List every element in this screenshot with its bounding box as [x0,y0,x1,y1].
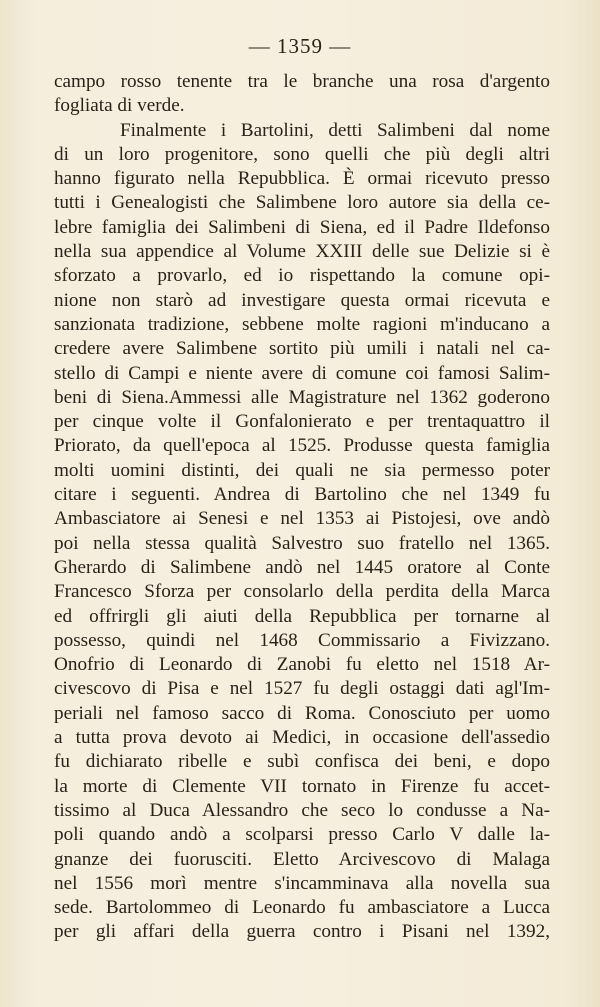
text-line: possesso, quindi nel 1468 Commissario a Fivizzano. [54,629,550,651]
text-line: Onofrio di Leonardo di Zanobi fu eletto nel 1518 Ar- [54,654,550,676]
text-line: periali nel famoso sacco di Roma. Conosciuto per uomo [54,702,550,724]
text-line: sanzionata tradizione, sebbene molte ragioni m'inducano a [54,313,550,335]
text-line: nione non starò ad investigare questa ormai ricevuta e [54,289,550,311]
text-line: Finalmente i Bartolini, detti Salimbeni dal nome [120,119,550,141]
text-line: campo rosso tenente tra le branche una rosa d'argento [54,71,550,92]
text-line: civescovo di Pisa e nel 1527 fu degli ostaggi dati agl'Im- [54,678,550,700]
text-line: beni di Siena.Ammessi alle Magistrature nel 1362 goderono [54,386,550,408]
text-line: Ambasciatore ai Senesi e nel 1353 ai Pistojesi, ove andò [54,508,550,530]
text-line: fu dichiarato ribelle e subì confisca dei beni, e dopo [54,751,550,773]
text-line: nella sua appendice al Volume XXIII delle sue Delizie si è [54,241,550,263]
text-line: ed offrirgli gli aiuti della Repubblica per tornarne al [54,605,550,627]
text-line: citare i seguenti. Andrea di Bartolino che nel 1349 fu [54,484,550,506]
text-line: Francesco Sforza per consolarlo della perdita della Marca [54,581,550,603]
body-text [54,70,550,945]
text-line: poli quando andò a scolparsi presso Carlo V dalle la- [54,824,550,846]
page-number: — 1359 — [248,34,352,58]
text-line: la morte di Clemente VII tornato in Firenze fu accet- [54,775,550,797]
text-line: credere avere Salimbene sortito più umili i natali nel ca- [54,338,550,360]
text-line: sforzato a provarlo, ed io rispettando la comune opi- [54,265,550,287]
text-line: molti uomini distinti, dei quali ne sia permesso poter [54,459,550,481]
text-line: sede. Bartolommeo di Leonardo fu ambasciatore a Lucca [54,897,550,919]
text-line: tissimo al Duca Alessandro che seco lo condusse a Na- [54,799,550,821]
text-line: tutti i Genealogisti che Salimbene loro autore sia della ce- [54,192,550,214]
text-line: Priorato, da quell'epoca al 1525. Produsse questa famiglia [54,435,550,457]
text-line: lebre famiglia dei Salimbeni di Siena, ed il Padre Ildefonso [54,216,550,238]
text-line: nel 1556 morì mentre s'incamminava alla novella sua [54,872,550,894]
text-line: per gli affari della guerra contro i Pisani nel 1392, [54,921,550,943]
text-line: a tutta prova devoto ai Medici, in occasione dell'assedio [54,727,550,749]
text-line: poi nella stessa qualità Salvestro suo fratello nel 1365. [54,532,550,554]
text-line: gnanze dei fuorusciti. Eletto Arcivescovo di Malaga [54,848,550,870]
text-line: stello di Campi e niente avere di comune coi famosi Salim- [54,362,550,384]
text-line: Gherardo di Salimbene andò nel 1445 oratore al Conte [54,556,550,578]
text-line: per cinque volte il Gonfalonierato e per trentaquattro il [54,411,550,433]
text-line: hanno figurato nella Repubblica. È ormai ricevuto presso [54,168,550,190]
text-line: di un loro progenitore, sono quelli che più degli altri [54,143,550,165]
text-line: fogliata di verde. [54,95,185,117]
